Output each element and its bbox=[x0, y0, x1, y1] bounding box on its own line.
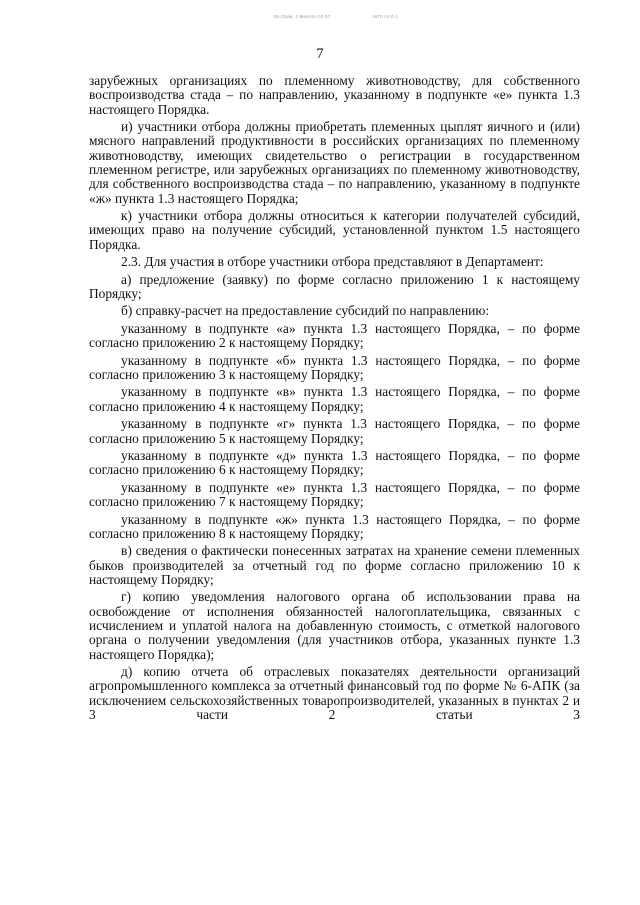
paragraph-subitem-e: указанному в подпункте «е» пункта 1.3 настоящего Порядка, – по форме согласно приложению 7 к настоящему Порядку; bbox=[89, 479, 580, 510]
paragraph-item-i: и) участники отбора должны приобретать племенных цыплят яичного и (или) мясного направлений продуктивности в российских организациях по племенному животноводству, имеющих свидетельство о регистрации в государственном племенном регистре, или зарубежных организациях по племенному животноводству, для собственного воспроизводства стада – по направлению, указанному в подпункте «ж» пункта 1.3 настоящего Порядка; bbox=[89, 119, 580, 206]
paragraph-item-d: д) копию отчета об отраслевых показателях деятельности организаций агропромышленного комплекса за отчетный финансовый год по форме № 6-АПК (за исключением сельскохозяйственных товаропроизводителей, указанных в пунктах 2 и 3 части 2 статьи 3 bbox=[89, 664, 580, 722]
paragraph-item-k: к) участники отбора должны относиться к категории получателей субсидий, имеющих право на получение субсидий, установленной пунктом 1.5 настоящего Порядка. bbox=[89, 208, 580, 252]
paragraph-item-g: г) копию уведомления налогового органа об использовании права на освобождение от исполнения обязанностей налогоплательщика, связанных с исчислением и уплатой налога на добавленную стоимость, с отметкой налогового органа о получении уведомления (для участников отбора, указанных пункте 1.3 настоящего Порядка); bbox=[89, 589, 580, 662]
paragraph-subitem-zh: указанному в подпункте «ж» пункта 1.3 настоящего Порядка, – по форме согласно приложению 8 к настоящему Порядку; bbox=[89, 511, 580, 541]
paragraph-subitem-g: указанному в подпункте «г» пункта 1.3 настоящего Порядка, – по форме согласно приложению 5 к настоящему Порядку; bbox=[89, 416, 580, 446]
paragraph-item-v: в) сведения о фактически понесенных затратах на хранение семени племенных быков производителей за отчетный год по форме согласно приложению 10 к настоящему Порядку; bbox=[89, 543, 580, 587]
paragraph-continuation: зарубежных организациях по племенному животноводству, для собственного воспроизводства стада – по направлению, указанному в подпункте «е» пункта 1.3 настоящего Порядка. bbox=[89, 73, 580, 117]
paragraph-item-b: б) справку-расчет на предоставление субсидий по направлению: bbox=[121, 303, 490, 319]
paragraph-subitem-d: указанному в подпункте «д» пункта 1.3 настоящего Порядка, – по форме согласно приложению 6 к настоящему Порядку; bbox=[89, 448, 580, 478]
paragraph-subitem-a: указанному в подпункте «а» пункта 1.3 настоящего Порядка, – по форме согласно приложению 2 к настоящему Порядку; bbox=[89, 320, 580, 351]
document-body bbox=[89, 74, 580, 722]
paragraph-subitem-b: указанному в подпункте «б» пункта 1.3 настоящего Порядка, – по форме согласно приложению 3 к настоящему Порядку; bbox=[89, 352, 580, 382]
paragraph-item-a: а) предложение (заявку) по форме согласно приложению 1 к настоящему Порядку; bbox=[89, 271, 580, 301]
paragraph-subitem-v: указанному в подпункте «в» пункта 1.3 настоящего Порядка, – по форме согласно приложению 4 к настоящему Порядку; bbox=[89, 384, 580, 414]
page-number: 7 bbox=[316, 46, 324, 62]
registration-stamp-right: 1870 пл.0 1 bbox=[372, 14, 399, 19]
paragraph-clause-2-3: 2.3. Для участия в отборе участники отбора представляют в Департамент: bbox=[121, 254, 544, 270]
registration-stamp-left: Вх.Прав. 2 Ментал 03.07 bbox=[274, 14, 331, 19]
